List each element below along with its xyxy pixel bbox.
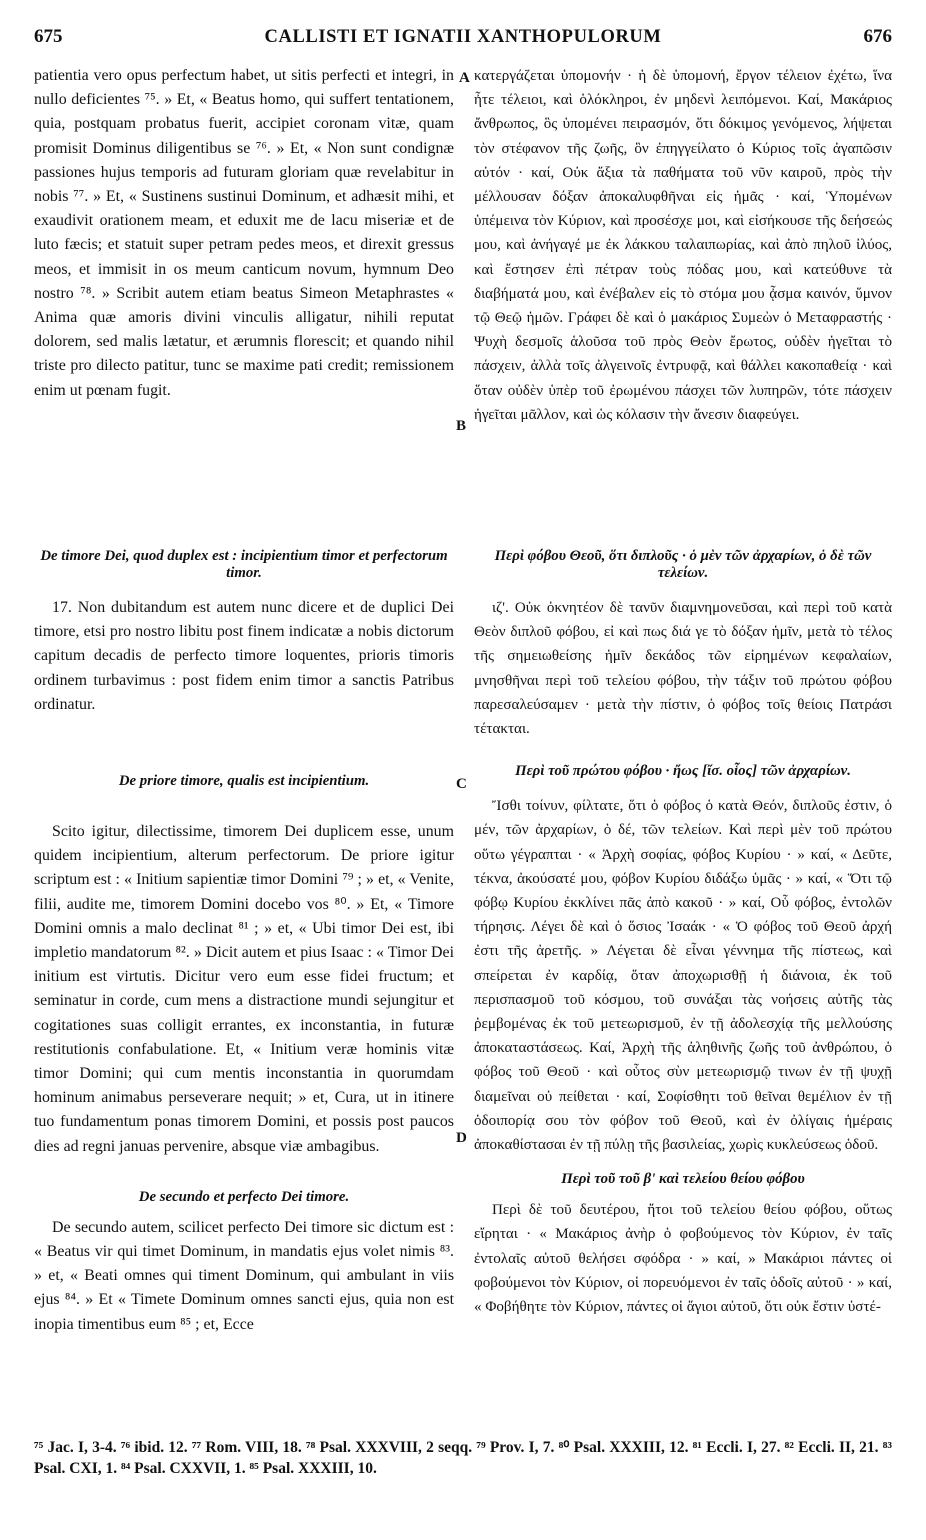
latin-paragraph-4: De secundo autem, scilicet perfecto Dei timore sic dictum est : « Beatus vir qui timet Dominum, in mandatis ejus volet nimis ⁸³. » et, « Beati omnes qui timent Dominum, qui ambulant in viis ejus ⁸⁴. » Et « Timete Dominum omnes sancti ejus, quia non est inopia timentibus eum ⁸⁵ ; et, Ecce [34,1218,454,1333]
margin-marker-c: C [456,776,467,792]
running-header [34,26,892,54]
greek-heading-deuterou-fobou: Περὶ τοῦ τοῦ β' καὶ τελείου θείου φόβου [561,1171,805,1188]
greek-heading-protou-fobou: Περὶ τοῦ πρώτου φόβου · ἤως [ἴσ. οἷος] τῶν ἀρχαρίων. [515,763,851,780]
latin-heading-priore-timore: De priore timore, qualis est incipientium. [118,773,370,790]
greek-paragraph-17: ιζ'. Οὐκ ὀκνητέον δὲ τανῦν διαμνημονεῦσαι, καὶ περὶ τοῦ κατὰ Θεὸν διπλοῦ φόβου, εἰ καὶ πως διά γε τὸ δόξαν ἡμῖν, μετὰ τὸ τέλος τῆς σημειωθείσης ἡμῖν δεκάδος τῶν εἰρημένων κεφαλαίων, μνησθῆναι περὶ τοῦ τελείου φόβου, τὴν τάξιν τοῦ πρώτου φόβου παρεσαλεύσαμεν · μετὰ τὴν πίστιν, ὁ φόβος τοῖς θείοις Πατράσι τέτακται. [474,600,892,738]
greek-paragraph-1: κατεργάζεται ὑπομονήν · ἡ δὲ ὑπομονή, ἔργον τέλειον ἐχέτω, ἵνα ἦτε τέλειοι, καὶ ὁλόκληροι, ἐν μηδενὶ λειπόμενοι. Καί, Μακάριος ἄνθρωπος, ὃς ὑπομένει πειρασμόν, ὅτι δόκιμος γενόμενος, λήψεται τὸν στέφανον τῆς ζωῆς, ὃν ἐπηγγείλατο ὁ Κύριος τοῖς ἀγαπῶσιν αὐτόν · καί, Οὐκ ἄξια τὰ παθήματα τοῦ νῦν καιροῦ, πρὸς τὴν μέλλουσαν δόξαν ἀποκαλυφθῆναι εἰς ἡμᾶς · καί, Ὑπομένων ὑπέμεινα τὸν Κύριον, καὶ προσέσχε μοι, καὶ εἰσήκουσε τῆς δεήσεώς μου, καὶ ἀνήγαγέ με ἐκ λάκκου ταλαιπωρίας, καὶ ἀπὸ πηλοῦ ἰλύος, καὶ ἔστησεν ἐπὶ πέτραν τοὺς πόδας μου, καὶ κατεύθυνε τὰ διαβήματά μου, καὶ ἐνέβαλεν εἰς τὸ στόμα μου ᾆσμα καινόν, ὕμνον τῷ Θεῷ ἡμῶν. Γράφει δὲ καὶ ὁ μακάριος Συμεὼν ὁ Μεταφραστής · Ψυχὴ δεσμοῖς ἁλοῦσα τοῦ πρὸς Θεὸν ἔρωτος, οὐδὲν ἡγεῖται τὸ πάσχειν, ἀλλὰ τοῖς ἀλγεινοῖς ἐντρυφᾷ, καὶ θάλλει κακοπαθείᾳ · καὶ ὅταν οὐδὲν ὑπὲρ τοῦ ἐρωμένου πάσχει τῶν λυπηρῶν, τότε πάσχειν ἡγεῖται μᾶλλον, καὶ ὡς κόλασιν τὴν ἄνεσιν διαφεύγει. [474,68,892,423]
greek-column [474,64,892,1319]
greek-paragraph-4: Περὶ δὲ τοῦ δευτέρου, ἤτοι τοῦ τελείου θείου φόβου, οὕτως εἴρηται · « Μακάριος ἀνὴρ ὁ φοβούμενος τὸν Κύριον, ἐν ταῖς ἐντολαῖς αὐτοῦ θελήσει σφόδρα · » καί, » Μακάριοι πάντες οἱ φοβούμενοι τὸν Κύριον, οἱ πορευόμενοι ἐν ταῖς ὁδοῖς αὐτοῦ · » καί, « Φοβήθητε τὸν Κύριον, πάντες οἱ ἅγιοι αὐτοῦ, ὅτι οὐκ ἔστιν ὑστέ- [474,1202,892,1316]
running-title: CALLISTI ET IGNATII XANTHOPULORUM [264,27,662,47]
margin-marker-a: A [459,70,470,86]
greek-paragraph-3: Ἴσθι τοίνυν, φίλτατε, ὅτι ὁ φόβος ὁ κατὰ Θεόν, διπλοῦς ἐστιν, ὁ μέν, τῶν ἀρχαρίων, ὁ δέ, τῶν τελείων. Καὶ περὶ μὲν τοῦ πρώτου οὕτω γέγραπται · « Ἀρχὴ σοφίας, φόβος Κυρίου · » καί, « Δεῦτε, τέκνα, ἀκούσατέ μου, φόβον Κυρίου διδάξω ὑμᾶς · » καί, « Ὅτι τῷ φόβῳ Κυρίου ἐκκλίνει πᾶς ἀπὸ κακοῦ · » καί, Οὗ φόβος, ἐντολῶν τήρησις. Λέγει δὲ καὶ ὁ ὅσιος Ἰσαάκ · « Ὁ φόβος τοῦ Θεοῦ ἀρχή ἐστι τῆς ἀρετῆς. » Λέγεται δὲ εἶναι γέννημα τῆς πίστεως, καὶ σπείρεται ἐν καρδίᾳ, ὅταν ἀποχωρισθῇ ἡ διάνοια, ἐκ τοῦ περισπασμοῦ τοῦ κόσμου, τοῦ συνάξαι τὰς νοήσεις αὐτῆς τὰς ῥεμβομένας ἐκ τοῦ μετεωρισμοῦ, ἐν τῇ ἀδολεσχίᾳ τῆς μελλούσης ἀποκαταστάσεως. Καί, Ἀρχὴ τῆς ἀληθινῆς ζωῆς τοῦ ἀνθρώπου, ὁ φόβος τοῦ Θεοῦ · καὶ οὗτος σὺν μετεωρισμῷ τινων ἐν τῇ ψυχῇ διαμεῖναι οὐ πείθεται · καί, Σοφίσθητι τοῦ θεῖναι θεμέλιον ἐν τῇ ὁδοιπορίᾳ σου τὸν φόβον τοῦ Θεοῦ, καὶ ἐν ὀλίγαις ἡμέραις ἀποκαθίστασαι ἐν τῇ πύλῃ τῆς βασιλείας, χωρὶς κυκλεύσεως ὁδοῦ. [474,798,892,1154]
margin-marker-b: B [456,418,467,434]
latin-paragraph-1: patientia vero opus perfectum habet, ut sitis perfecti et integri, in nullo deficientes ⁷⁵. » Et, « Beatus homo, qui suffert tentationem, quia, postquam probatus fuerit, accipiet coronam vitæ, quam promisit Dominus diligentibus se ⁷⁶. » Et, « Non sunt condignæ passiones hujus temporis ad futuram gloriam quæ revelabitur in nobis ⁷⁷. » Et, « Sustinens sustinui Dominum, et adhæsit mihi, et exaudivit orationem meam, et eduxit me de lacu miseriæ et de luto fæcis; et statuit super petram pedes meos, et direxit gressus meos, et immisit in os meum canticum novum, hymnum Deo nostro ⁷⁸. » Scribit autem etiam beatus Simeon Metaphrastes « Anima quæ amoris divini vinculis alligatur, nihili reputat dolorem, sed malis lætatur, et ærumnis florescit; et quando nihil triste pro dilecto patitur, tunc se maxime pati credit; remissionem enim ut pœnam fugit. [34,67,454,399]
latin-paragraph-3: Scito igitur, dilectissime, timorem Dei duplicem esse, unum quidem incipientium, alterum perfectorum. De priore igitur scriptum est : « Initium sapientiæ timor Domini ⁷⁹ ; » et, « Venite, filii, audite me, timorem Domini docebo vos ⁸⁰. » Et, « Timore Domini omnis a malo declinat ⁸¹ ; » et, « Ubi timor Dei est, ibi impletio mandatorum ⁸². » Dicit autem et pius Isaac : « Timor Dei initium est virtutis. Dicitur vero eum esse fidei fructum; et seminatur in corde, cum mens a distractione mundi sejungitur et cogitationes suas colligit errantes, ex inconstantia, in futuræ restitutionis confabulatione. Et, « Initium veræ hominis vitæ timor Domini; qui cum mentis inconstantia in quorumdam hominum animabus perseverare nequit; » et, Cura, ut in itinere tuo fundamentum ponas timorem Domini, et possis post paucos dies ad regni januas pervenire, absque viæ ambagibus. [34,823,454,1155]
latin-column [34,64,454,1337]
page-number-left: 675 [34,26,63,47]
greek-heading-fobos-diplous: Περὶ φόβου Θεοῦ, ὅτι διπλοῦς · ὁ μὲν τῶν ἀρχαρίων, ὁ δὲ τῶν τελείων. [494,548,872,581]
margin-marker-d: D [456,1130,467,1146]
latin-heading-timor-duplex: De timore Dei, quod duplex est : incipientium timor et perfectorum timor. [40,548,448,581]
footnotes: ⁷⁵ Jac. I, 3-4. ⁷⁶ ibid. 12. ⁷⁷ Rom. VIII, 18. ⁷⁸ Psal. XXXVIII, 2 seqq. ⁷⁹ Prov. I, 7. ⁸⁰ Psal. XXXIII, 12. ⁸¹ Eccli. I, 27. ⁸² Eccli. II, 21. ⁸³ Psal. CXI, 1. ⁸⁴ Psal. CXXVII, 1. ⁸⁵ Psal. XXXIII, 10. [34,1439,892,1477]
page-number-right: 676 [863,26,892,47]
latin-paragraph-17: 17. Non dubitandum est autem nunc dicere et de duplici Dei timore, etsi pro nostro libitu post finem indicatæ a nobis dictorum capitum decadis de perfecto timore loquentes, prioris timoris ordinem turbavimus : post fidem enim timor a sanctis Patribus ordinatur. [34,599,454,713]
latin-heading-secundo-timore: De secundo et perfecto Dei timore. [138,1188,350,1205]
